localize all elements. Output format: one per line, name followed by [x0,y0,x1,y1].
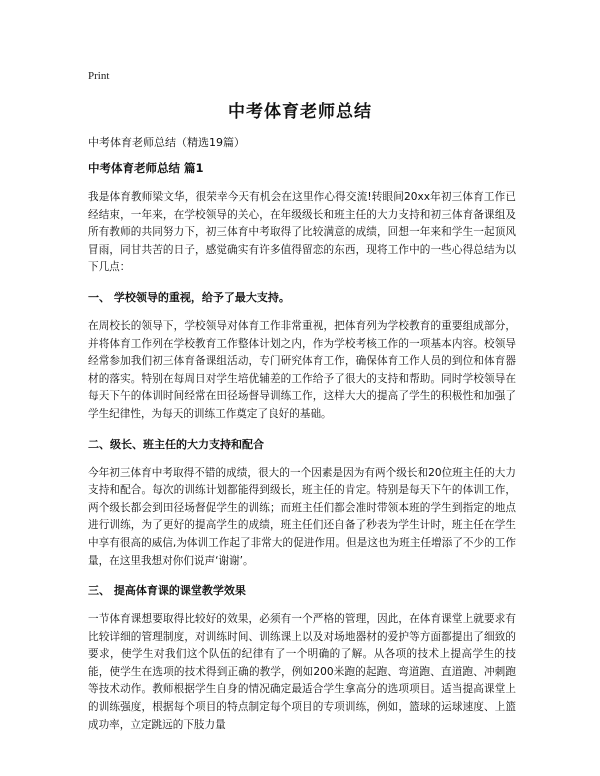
paragraph-1: 在周校长的领导下，学校领导对体育工作非常重视，把体育列为学校教育的重要组成部分，并将体育工作列在学校教育工作整体计划之内，作为学校考核工作的一项基本内容。校领导经常参加我们初三体育备课组活动，专门研究体育工作，确保体育工作人员的到位和体育器材的落实。特别在每周日对学生培优辅差的工作给予了很大的支持和帮助。同时学校领导在每天下午的体训时间经常在田径场督导训练工作，这样大大的提高了学生的积极性和加强了学生纪律性，为每天的训练工作奠定了良好的基础。 [88,319,516,420]
print-link[interactable]: Print [88,70,110,82]
paragraph-3: 一节体育课想要取得比较好的效果，必须有一个严格的管理，因此，在体育课堂上就要求有比较详细的管理制度，对训练时间、训练课上以及对场地器材的爱护等方面都提出了细致的要求，使学生对我们这个队伍的纪律有了一个明确的了解。从各项的技术上提高学生的技能，使学生在选项的技术得到正确的教学，例如200米跑的起跑、弯道跑、直道跑、冲刺跑等技术动作。教师根据学生自身的情况确定最适合学生拿高分的选项项目。适当提高课堂上的训练强度，根据每个项目的特点制定每个项目的专项训练，例如，篮球的运球速度、上篮成功率，立定跳远的下肢力量 [88,613,516,731]
page-subtitle: 中考体育老师总结（精选19篇） [88,136,245,149]
heading-1: 一、 学校领导的重视，给予了最大支持。 [88,290,290,304]
heading-2: 二、级长、班主任的大力支持和配合 [88,437,264,451]
heading-3: 三、 提高体育课的课堂教学效果 [88,584,246,598]
paragraph-2: 今年初三体育中考取得不错的成绩，很大的一个因素是因为有两个级长和20位班主任的大力支持和配合。每次的训练计划都能得到级长，班主任的肯定。特别是每天下午的体训工作，两个级长都会到田径场督促学生的训练；而班主任们都会准时带领本班的学生到指定的地点进行训练，为了更好的提高学生的成绩，班主任们还自备了秒表为学生计时，班主任在学生中享有很高的威信,为体训工作起了非常大的促进作用。但是这也为班主任增添了不少的工作量，在这里我想对你们说声‘谢谢’。 [88,466,516,567]
page-title: 中考体育老师总结 [228,102,372,122]
intro-paragraph: 我是体育教师梁文华，很荣幸今天有机会在这里作心得交流!转眼间20xx年初三体育工作已经结束，一年来，在学校领导的关心，在年级级长和班主任的大力支持和初三体育备课组及所有教师的共同努力下，初三体育中考取得了比较满意的成绩，回想一年来和学生一起顶风冒雨，同甘共苦的日子，感觉确实有许多值得留恋的东西，现将工作中的一些心得总结为以下几点： [88,191,516,274]
article-body [88,160,516,746]
section-title: 中考体育老师总结 篇1 [88,161,204,175]
